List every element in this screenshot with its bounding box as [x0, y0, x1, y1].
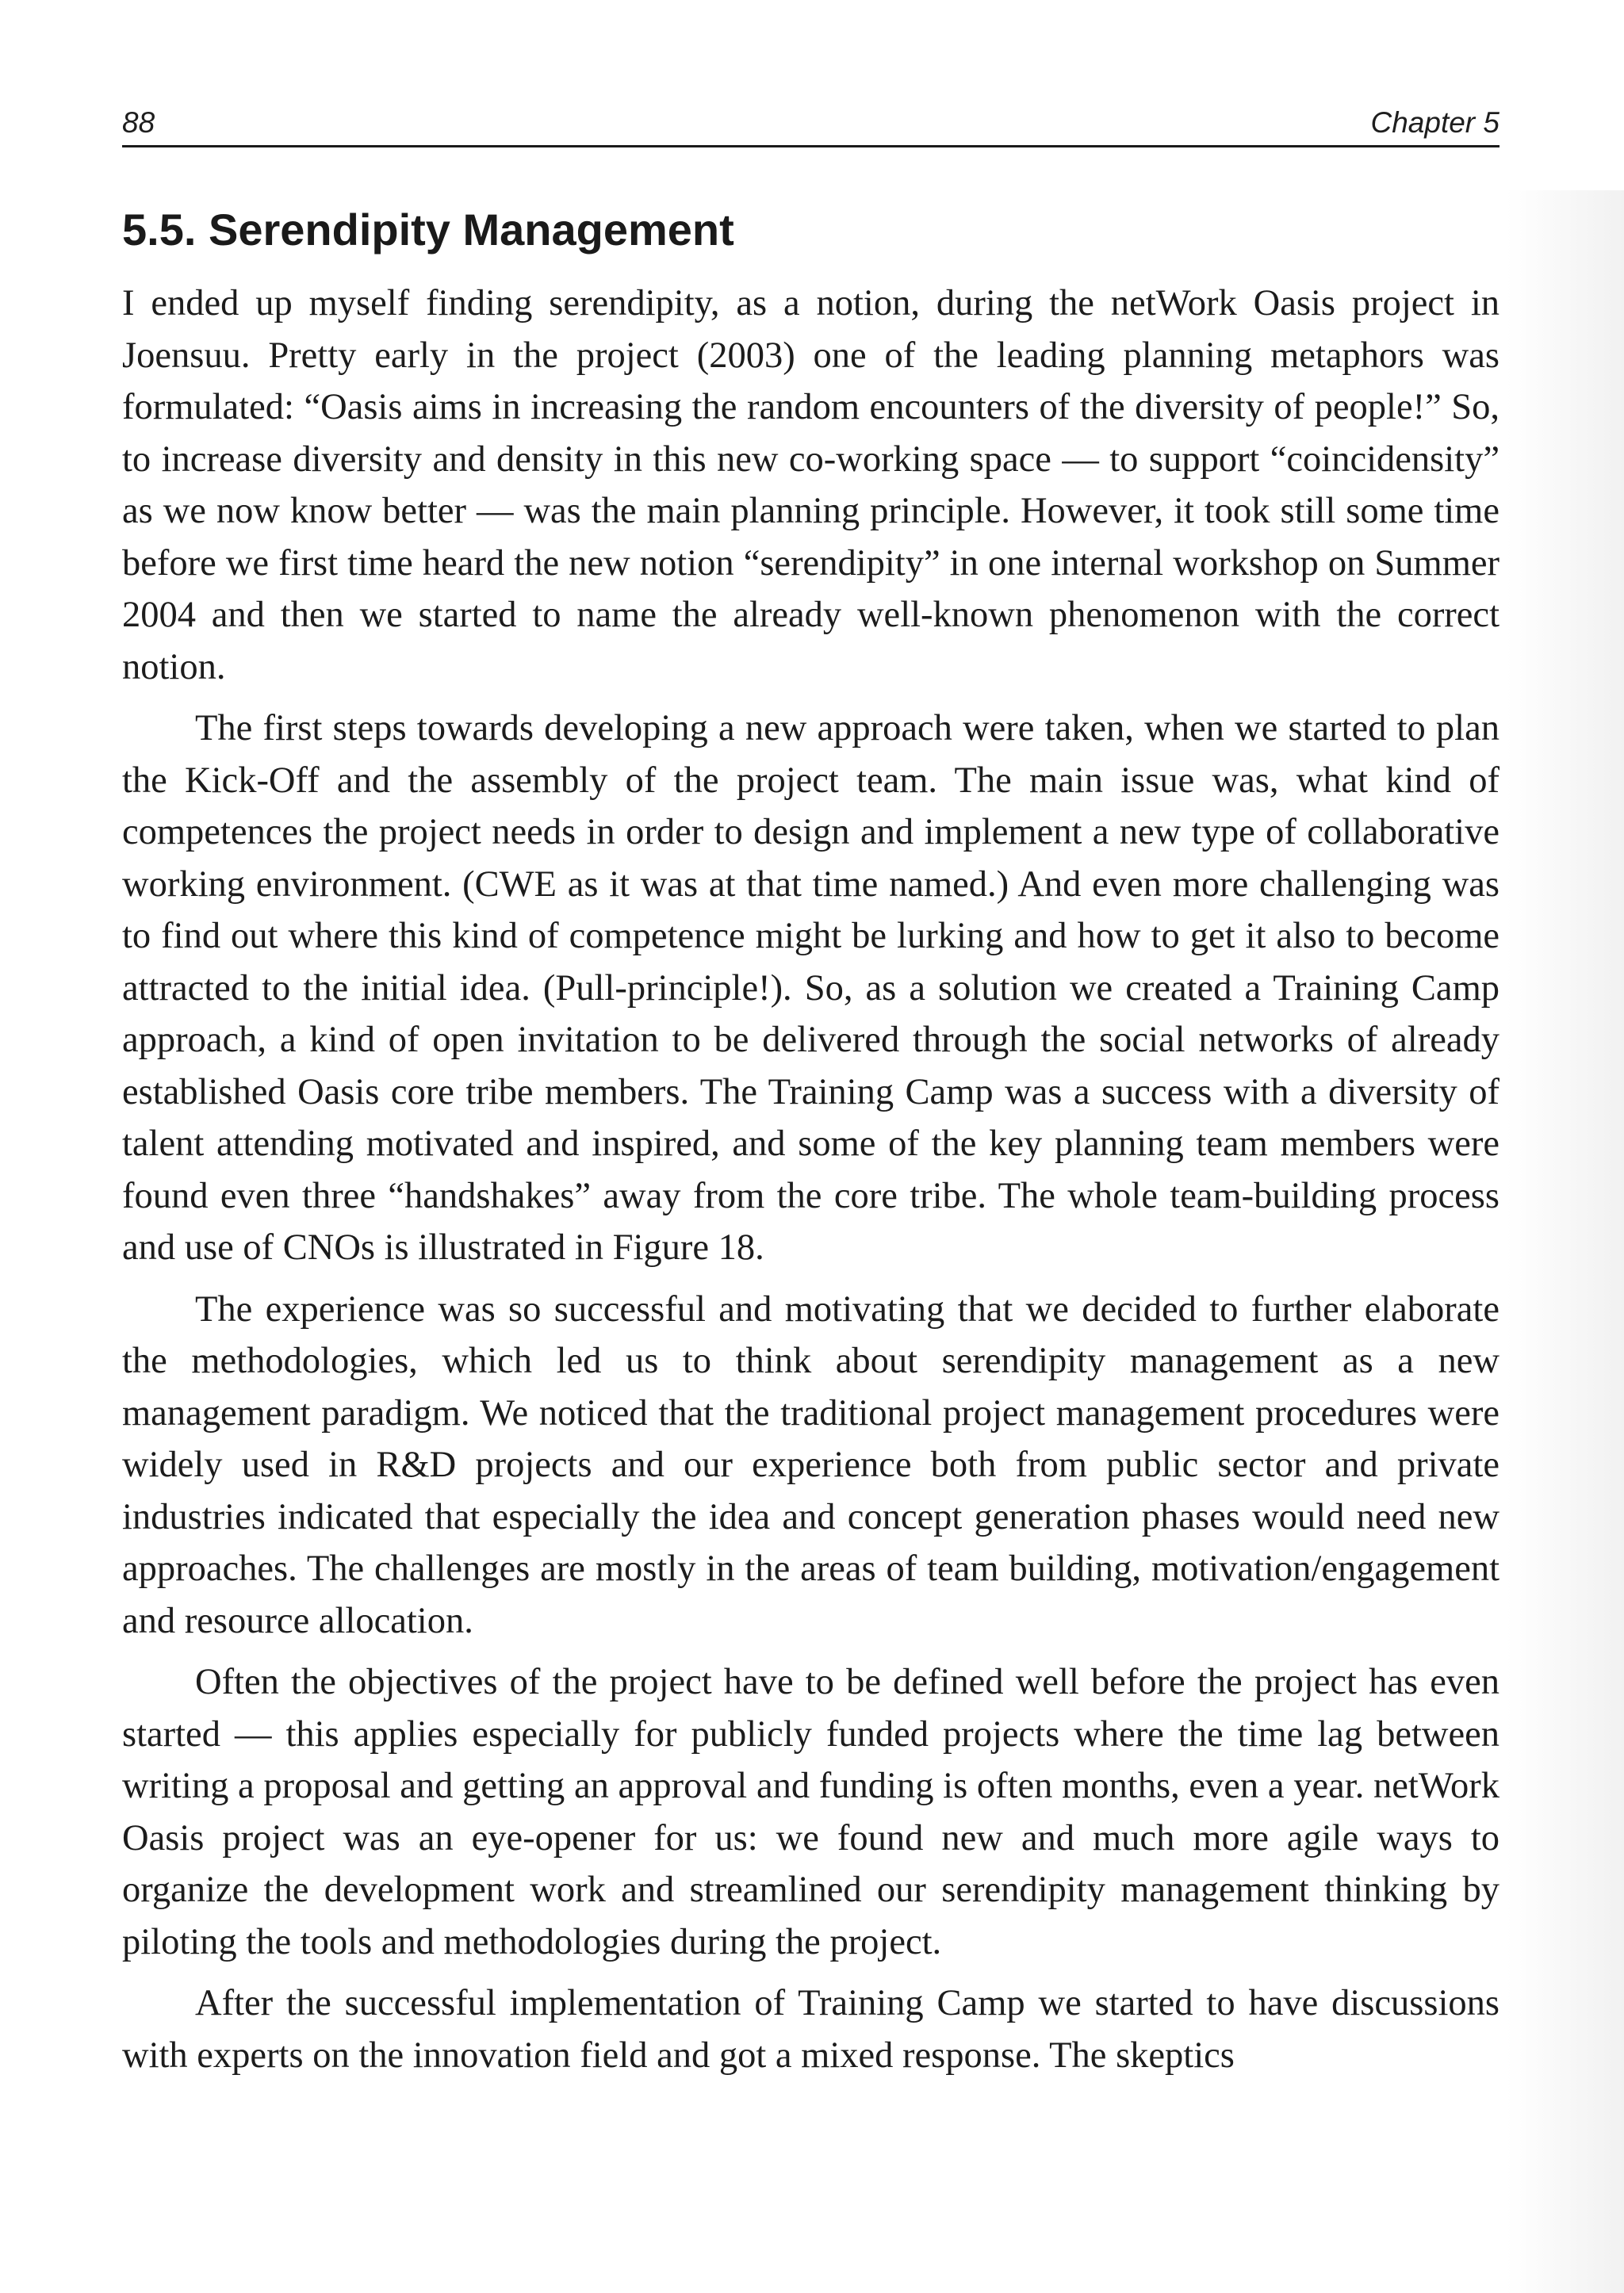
paragraph-4: Often the objectives of the project have to be defined well before the project has even started — this applies especially for publicly funded projects where the time lag between writing a proposal and getting an approval and funding is often months, even a year. netWork Oasis project was an eye-opener for us: we found new and much more agile ways to organize the development work and streamlined our serendipity management thinking by piloting the tools and methodologies during the project.: [122, 1662, 1500, 1962]
chapter-label: Chapter 5: [1370, 106, 1500, 139]
paragraph-3: The experience was so successful and motivating that we decided to further elaborate the methodologies, which led us to think about serendipity management as a new management paradigm. We noticed that the traditional project management procedures were widely used in R&D projects and our experience both from public sector and private industries indicated that especially the idea and concept generation phases would need new approaches. The challenges are mostly in the areas of team building, motivation/engagement and resource allocation.: [122, 1288, 1500, 1641]
section-heading: 5.5. Serendipity Management: [122, 205, 734, 255]
header-rule: [122, 145, 1500, 147]
running-head: [122, 106, 1500, 146]
page-number: 88: [122, 106, 155, 139]
paragraph-1: I ended up myself finding serendipity, as a notion, during the netWork Oasis project in Joensuu. Pretty early in the project (2003) one of the leading planning metaphors was formulated: “Oasis aims in increasing the random encounters of the diversity of people!” So, to increase diversity and density in this new co-working space — to support “coincidensity” as we now know better — was the main planning principle. However, it took still some time before we first time heard the new notion “serendipity” in one internal workshop on Summer 2004 and then we started to name the already well-known phenomenon with the correct notion.: [122, 283, 1500, 687]
paragraph-2: The first steps towards developing a new approach were taken, when we started to plan the Kick-Off and the assembly of the project team. The main issue was, what kind of competences the project needs in order to design and implement a new type of collaborative working environment. (CWE as it was at that time named.) And even more challenging was to find out where this kind of competence might be lurking and how to get it also to become attracted to the initial idea. (Pull-principle!). So, as a solution we created a Training Camp approach, a kind of open invitation to be delivered through the social networks of already established Oasis core tribe members. The Training Camp was a success with a diversity of talent attending motivated and inspired, and some of the key planning team members were found even three “handshakes” away from the core tribe. The whole team-building process and use of CNOs is illustrated in Figure 18.: [122, 708, 1500, 1268]
paragraph-5: After the successful implementation of Training Camp we started to have discussions with experts on the innovation field and got a mixed response. The skeptics: [122, 1983, 1500, 2076]
body-text: [122, 278, 1500, 2091]
page-edge-shadow: [1507, 190, 1624, 2293]
